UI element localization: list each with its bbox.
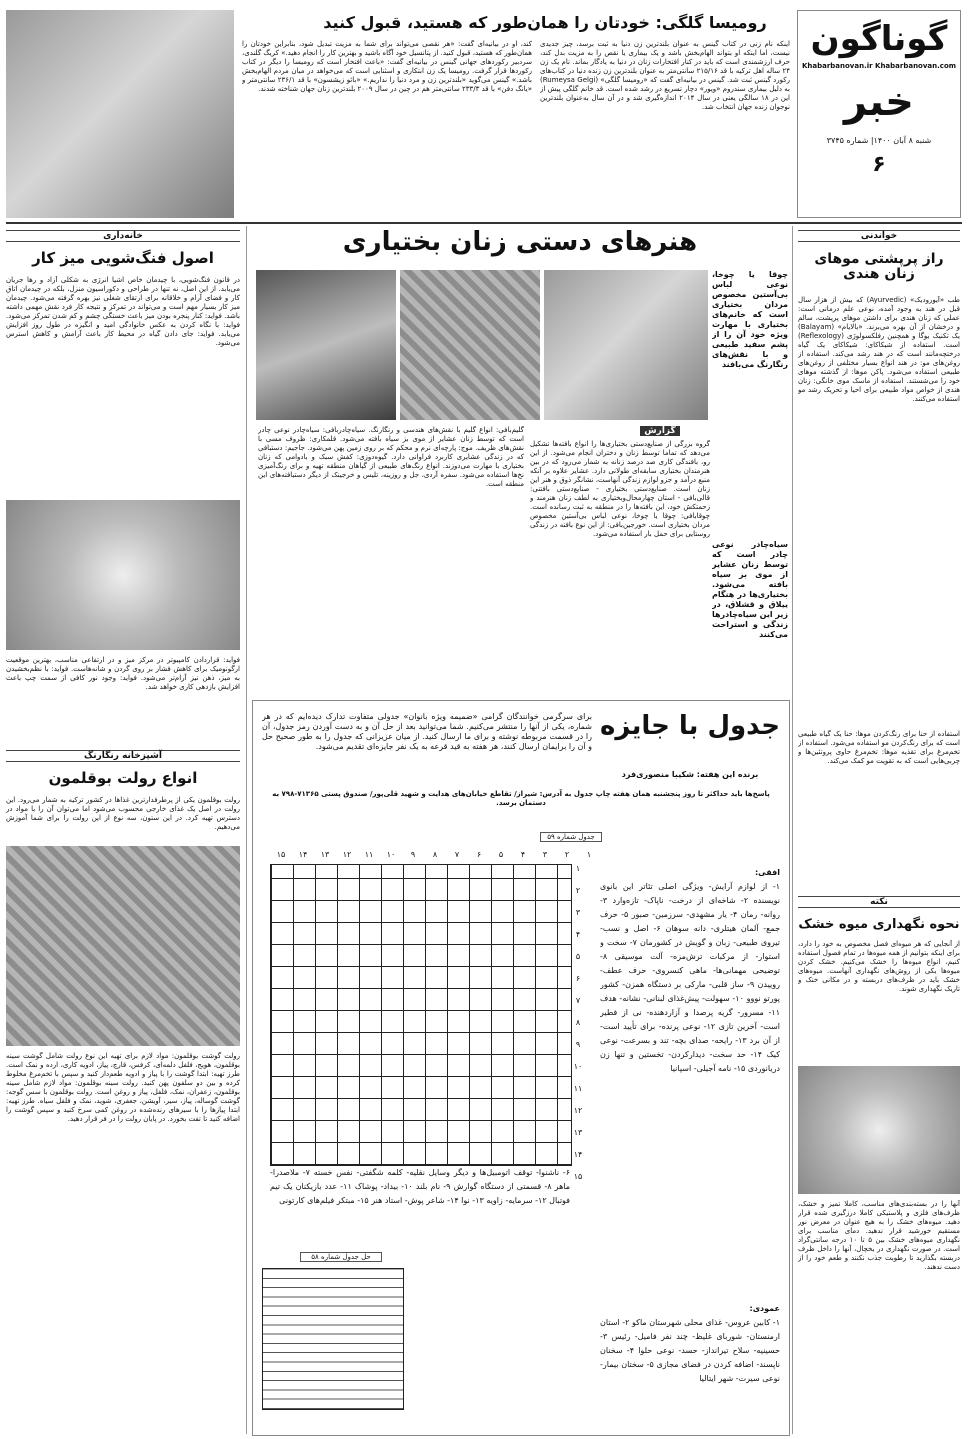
top-article-col1: اینکه نام زنی در کتاب گینس به عنوان بلندترین زن دنیا به ثبت برسد، چیز جدیدی نیست، اما اینکه او بتواند الهام‌بخش باشد و یک بیماری یا نقص را به مزیت بدل کند، حرف ارزشمندی است که باید در کنار افتخارات زنان در دنیا به یادگار بماند. نام یک زن ۲۴ ساله اهل ترکیه با قد ۲۱۵/۱۶ سانتی‌متر به عنوان بلندترین زن زنده دنیا در کتاب‌های رکورد گینس ثبت شد. گینس در بیانیه‌ای گفت که «رومیسا گلگی» (Rumeysa Gelgi) به دلیل بیماری سندروم «ویور» دچار تسریع در رشد شده است. قد خانم گلگی پیش از این در ۱۸ سالگی یعنی در سال ۲۰۱۴ اندازه‌گیری شد و در آن سال به‌عنوان بلندترین نوجوان زنده جهان انتخاب شد. xyxy=(540,40,790,111)
row-number: ۱ xyxy=(575,864,581,873)
col-number: ۱۵ xyxy=(276,850,286,859)
col-number: ۵ xyxy=(498,850,504,859)
crossword-row-numbers xyxy=(570,864,586,1194)
column-divider-left xyxy=(246,226,247,1434)
right-article-body-1b: استفاده از حنا برای رنگ‌کردن موها: حنا یک گیاه طبیعی است که برای رنگ‌کردن مو استفاده می‌شود. استفاده از تخم‌مرغ برای تقذیه موها: تخم‌مرغ حاوی پروتئین‌ها و چربی‌هایی است که به تقویت مو کمک می‌کند. xyxy=(798,730,960,765)
left-section-label-1: خانه‌داری xyxy=(6,230,240,242)
masthead-site: Khabarbanovan.ir Khabarbanovan.com xyxy=(801,62,957,71)
row-number: ۸ xyxy=(575,1018,581,1027)
col-number: ۲ xyxy=(564,850,570,859)
row-number: ۱۳ xyxy=(573,1128,583,1137)
across-clues-continued: ۶- ناشنوا- توقف اتومبیل‌ها و دیگر وسایل نقلیه- کلمه شگفتی- نفس خسته ۷- ملاصدرا- ماهر ۸- قسمتی از دستگاه گوارش ۹- نام بلند ۱۰- بیداد- پوشاک ۱۱- عدد بازیکنان یک تیم فوتبال ۱۲- سرمایه- زاویه ۱۳- نوا ۱۴- شاعر پوش- استاد هنر ۱۵- مبتکر فیلم‌های کارتونی xyxy=(270,1168,570,1205)
crossword-intro: برای سرگرمی خوانندگان گرامی «ضمیمه ویژه بانوان» جدولی متفاوت تدارک دیده‌ایم که در هر شماره، یکی از آنها را منتشر می‌کنیم. شما می‌توانید بعد از حل آن و به دست آوردن رمز جدول، آن را در قسمت مربوطه نوشته و برای ما ارسال کنید. از میان عزیزانی که جدول را به طور صحیح حل و آن را برایمان ارسال کنند، هر هفته به قید قرعه به یک نفر جایزه‌ای تقدیم می‌شود. xyxy=(262,712,592,751)
crafts-body-a: گروه بزرگی از صنایع‌دستی بختیاری‌ها را انواع بافته‌ها تشکیل می‌دهد که تماما توسط زنان و دختران انجام می‌شود. از این رو، بافندگی کاری صد درصد زنانه به شمار می‌رود که در بین هنرمندان بختیاری سابقه‌ای طولانی دارد. عشایر علاوه بر آنکه منبع درآمد و جزو لوازم زندگی آنهاست، نشانگر ذوق و هنر این زنان است. صنایع‌دستی بختیاری - صنایع‌دستی بافتنی: قالی‌بافی - استان چهارمحال‌وبختیاری به لطف زنان هنرمند و زحمتکش خود، این بافته‌ها را در منطقه به ثبت رسانده است. چوقابافی: چوقا یا چوخا، نوعی لباس بی‌آستین مخصوص مردان بختیاری است. خورجین‌بافی: از این نوع بافته در زندگی روستایی برای حمل بار استفاده می‌شود. xyxy=(530,440,710,538)
top-article-col2: کند، او در بیانیه‌ای گفت: «هر نقصی می‌تواند برای شما به مزیت تبدیل شود، بنابراین خودتان را همان‌طور که هستید، قبول کنید. از پتانسیل خود آگاه باشید و بهترین کار را انجام دهید.» کریگ گلندی، سردبیر رکوردهای جهانی گینس در بیانیه‌ای گفت: «باعث افتخار است که رومیسا را دیگر در کتاب رکوردها قرار گرفت. رومیسا یک زن ابتکاری و اسثنایی است که می‌خواهد در میان مردم الهام‌بخش باشد.» گینس می‌گوید «بلندترین زن و مرد دنیا را نداریم.» «بائو زیشسون» با قد ۲۳۶/۱ سانتی‌متر و «یانگ دفن» با قد ۲۳۳/۳ سانتی‌متر هم در چین در سال ۲۰۰۹ بلندترین زنان جهان شناخته شدند. xyxy=(242,40,532,93)
right-article-body-1: طب «آیورودیک» (Ayurvedic) که بیش از هزار سال قبل در هند به وجود آمده، نوعی علم درمانی است: عملی که زنان هندی برای داشتن موهای پرپشت، سالم و درخشان از آن بهره می‌برند. «بالایام» (Balayam) یک تکنیک یوگا و همچنین رفلکسولوژی (Reflexology) است. استفاده از شیکاکای: شیکاکای یک گیاه درختچه‌مانند است که در هند رشد می‌کند. استفاده از روغن‌های مو: در هند انواع بسیار مختلفی از روغن‌های طبیعی استفاده می‌شود. پاکن موها: از گذشته موهای خود را می‌شستند. استفاده از ماسک موی خانگی: زنان هندی از خواص مواد طبیعی برای احیا و تحریک رشد مو استفاده می‌کنند. xyxy=(798,296,960,403)
previous-solution-grid xyxy=(262,1268,404,1410)
crafts-title: هنرهای دستی زنان بختیاری xyxy=(342,227,698,257)
col-number: ۹ xyxy=(410,850,416,859)
right-article-body-3: آنها را در بسته‌بندی‌های مناسب، کاملا تمیز و خشک، ظرف‌های فلزی و پلاستیکی کاملا درزگیری شده قرار دهید. میوه‌های خشک را به هیچ عنوان در معرض نور مستقیم خورشید قرار ندهید. دمای مناسب برای نگهداری میوه‌های خشک بین ۵ تا ۱۰ درجه سانتی‌گراد است. در صورت نگهداری در یخچال، آنها را داخل ظرف دربسته بگذارید تا رطوبت جذب نکنند و طعم خود را از دست ندهند. xyxy=(798,1200,960,1271)
column-divider-right xyxy=(792,226,793,1434)
down-heading: عمودی: xyxy=(749,1304,780,1313)
col-number: ۴ xyxy=(520,850,526,859)
crossword-winner: برنده این هفته: شکیبا منصوری‌فرد xyxy=(621,770,759,779)
previous-solution-label: حل جدول شماره ۵۸ xyxy=(300,1252,382,1262)
left-article-intro-2: رولت بوقلمون یکی از پرطرفدارترین غذاها در کشور ترکیه به شمار می‌رود. این رولت در اصل یک غذای خارجی محسوب می‌شود اما می‌توان آن را با مواد در دسترس تهیه کرد. در این ستون، سه نوع از این رولت را برای شما آموزش می‌دهیم. xyxy=(6,796,240,831)
crossword-col-numbers xyxy=(270,850,600,862)
masthead-logo: خبر xyxy=(843,79,915,126)
crafts-caption-2: سیاه‌چادر نوعی چادر است که توسط زنان عشایر از موی بز سیاه بافته می‌شود. بختیاری‌ها در هنگام ییلاق و قشلاق، در زیر این سیاه‌چادرها زندگی و استراحت می‌کنند xyxy=(712,540,788,639)
col-number: ۷ xyxy=(454,850,460,859)
row-number: ۱۲ xyxy=(573,1106,583,1115)
left-article-recipes: رولت گوشت بوقلمون: مواد لازم برای تهیه این نوع رولت شامل گوشت سینه بوقلمون، هویج، فلفل دلمه‌ای، کرفس، قارچ، پیاز، ادویه کاری، ارده و نمک است. طرز تهیه: ابتدا گوشت را با پیاز و ادویه طعم‌دار کنید و سپس با تخم‌مرغ مخلوط کرده و بین دو سلفون پهن کنید. رولت سینه بوقلمون: مواد لازم شامل سینه بوقلمون، زعفران، نمک، فلفل، پیاز و روغن است. رولت بوقلمون با سس گوجه: گوشت گوساله، پیاز، سیر، آویشن، جعفری، شوید، نمک و فلفل سیاه. طرز تهیه: ابتدا پیازها را با سیرهای رنده‌شده در روغن کمی سرخ کنید و سپس گوشت را اضافه کنید تا تفت بخورد. در پایان رولت را در فر قرار دهید. xyxy=(6,1052,240,1123)
col-number: ۸ xyxy=(432,850,438,859)
masthead-date: شنبه ۸ آبان ۱۴۰۰| شماره ۳۷۴۵ xyxy=(826,136,932,146)
across-clues: ۱- از لوازم آرایش- ویژگی اصلی تئاتر این بانوی نویسنده ۲- شاخه‌ای از درخت- ناپاک- تازه‌وارد ۳- روانه- رمان ۴- یار مشهدی- سرزمین- صبور ۵- حرف جمع- آلمان هیتلری- دانه سوهان ۶- اصل و نسب- تیروی طبیعی- زبان و گویش در کشورمان ۷- سخت و استوار- از مرکبات ترش‌مزه- آلت موسیقی ۸- توضیحی مهمانی‌ها- ماهی کنسروی- حرف عطف- روییدن ۹- ساز قلبی- مارکی بر دستگاه همزن- کشور پورتو نووو ۱۰- سهولت- پیش‌غذای لبنانی- نشانه- هدف ۱۱- مسرور- گریه پرصدا و آزاردهنده- نی از فطیر است- آخرین تازی ۱۲- نوعی پرنده- برای تأیید است- از آن برد ۱۳- رایحه- صدای بچه- تند و بسرعت- نوعی کیک ۱۴- حد سخت- دیدارکردن- تخستین و تنها زن دریانوردی ۱۵- نامه آجیلی- اسپانیا xyxy=(600,882,780,1073)
right-article-body-2: از آنجایی که هر میوه‌ای فصل مخصوص به خود را دارد، برای اینکه بتوانیم از همه میوه‌ها در تمام فصول استفاده کنیم، انواع میوه‌ها را خشک می‌کنیم. خشک کردن میوه‌ها یکی از روش‌های نگهداری آنهاست. میوه‌های خشک باید در ظرف‌های دربسته و در مکانی خنک و تاریک نگهداری شوند. xyxy=(798,940,960,993)
row-number: ۳ xyxy=(575,908,581,917)
top-rule xyxy=(6,222,962,224)
masthead xyxy=(797,10,961,218)
right-article-title-2: نحوه نگهداری میوه خشک xyxy=(798,917,960,932)
row-number: ۱۴ xyxy=(573,1150,583,1159)
right-article-title-1: راز پرپشتی موهای زنان هندی xyxy=(814,251,944,283)
col-number: ۱۴ xyxy=(298,850,308,859)
right-section-label-1: خواندنی xyxy=(798,230,960,242)
col-number: ۶ xyxy=(476,850,482,859)
col-number: ۱ xyxy=(586,850,592,859)
row-number: ۶ xyxy=(575,974,581,983)
desk-photo xyxy=(6,500,240,650)
left-article-body-1: در قانون فنگ‌شویی، با چیدمان خاص اشیا انرژی به شکلی آزاد و رها جریان می‌یابد. از این اصل، نه تنها در طراحی و دکوراسیون منزل، بلکه در چیدمان اتاق کار و فضای آرام و خلاقانه برای ارتقای شغلی نیز بهره گرفته می‌شود. چیدمان میز کار بسیار مهم است و می‌تواند در تمرکز و نتیجه کار فرد نقش مهمی داشته باشد. فواید: کنار پنجره بودن میز باعث خستگی چشم و کم شدن تمرکز می‌شود. فواید: با نگاه کردن به عکس خانوادگی امید و انگیزه در طول روز افزایش می‌یابد. فواید: جای دادن گیاه در محیط کار باعث آرامش و کاهش استرس می‌شود. xyxy=(6,276,240,347)
crafts-caption-1: چوقا یا چوخا، نوعی لباس بی‌آستین مخصوص مردان بختیاری است که خانم‌های بختیاری با مهارت ویژه خود آن را از پشم سفید طبیعی و با نقش‌های رنگارنگ می‌بافند xyxy=(712,270,788,369)
page-number: ۶ xyxy=(872,152,886,178)
crafts-body-b: گلیم‌بافی: انواع گلیم با نقش‌های هندسی و رنگارنگ. سیاه‌چادربافی: سیاه‌چادر نوعی چادر است که توسط زنان عشایر از موی بز سیاه بافته می‌شود. قلمکاری: ظروف مسی با نقش‌های ظریف. موج: پارچه‌ای نرم و محکم که بر روی زمین پهن می‌شود. جاجیم: دستبافی که در زندگی عشایری کاربرد فراوانی دارد. گیوه‌دوزی: کفش سبک و بادوامی که زنان بختیاری با مهارت می‌دوزند. انواع رنگ‌های طبیعی از گیاهان منطقه تهیه و برای رنگ‌آمیزی نخ‌ها استفاده می‌شود. سفره آردی، جل و روزینه، تلیس و خرجینک از دیگر دستبافته‌های این منطقه است. xyxy=(258,426,524,488)
top-article-photo xyxy=(6,10,234,218)
col-number: ۱۱ xyxy=(364,850,374,859)
crossword-title: جدول با جایزه xyxy=(600,711,780,741)
dried-fruit-photo xyxy=(798,1066,960,1194)
col-number: ۱۰ xyxy=(386,850,396,859)
down-clues: ۱- کابین عروس- غذای محلی شهرستان ماکو ۲- استان ارمنستان- شوربای غلیظ- چند نفر فامیل- رئیس ۳- حسینیه- سلاح تیرانداز- حسد- نوعی حلوا ۴- سخنان ناپسند- اضافه کردن در فضای مجازی ۵- سختان بیمار- نوعی سیرت- شهر ایتالیا xyxy=(600,1318,780,1383)
left-section-label-2: آشپزخانه رنگارنگ xyxy=(6,750,240,762)
turkey-roll-photo xyxy=(6,846,240,1046)
row-number: ۱۱ xyxy=(573,1084,583,1093)
crafts-photo-shoe xyxy=(256,270,396,420)
crossword-number-label: جدول شماره ۵۹ xyxy=(540,832,602,842)
left-article-body-2: فواید: قراردادن کامپیوتر در مرکز میز و در ارتفاعی مناسب، بهترین موقعیت ارگونومیک برای کاهش فشار بر روی گردن و شانه‌هاست. فواید: با نظم‌بخشیدن به میز، ذهن نیز آرام‌تر می‌شود. فواید: وجود نور کافی از سمت چپ باعث افزایش بازدهی کاری خواهد شد. xyxy=(6,656,240,691)
row-number: ۱۰ xyxy=(573,1062,583,1071)
masthead-title: گوناگون xyxy=(810,19,948,59)
top-article-title: رومیسا گلگی: خودتان را همان‌طور که هستید، قبول کنید xyxy=(323,13,767,32)
row-number: ۹ xyxy=(575,1040,581,1049)
left-article-title-2: انواع رولت بوقلمون xyxy=(48,769,198,787)
row-number: ۴ xyxy=(575,930,581,939)
across-heading: افقی: xyxy=(754,868,780,877)
right-section-label-2: نکته xyxy=(798,896,960,908)
col-number: ۱۲ xyxy=(342,850,352,859)
row-number: ۲ xyxy=(575,886,581,895)
crafts-photo-chuqa xyxy=(544,270,708,420)
report-label: گزارش xyxy=(640,426,680,436)
row-number: ۷ xyxy=(575,996,581,1005)
row-number: ۱۵ xyxy=(573,1172,583,1181)
left-article-title-1: اصول فنگ‌شویی میز کار xyxy=(32,249,214,267)
row-number: ۵ xyxy=(575,952,581,961)
crossword-grid[interactable] xyxy=(270,864,572,1166)
col-number: ۳ xyxy=(542,850,548,859)
crafts-photo-carpet xyxy=(400,270,540,420)
crossword-instructions: پاسخ‌ها باید حداکثر تا روز پنجشنبه همان هفته چاپ جدول به آدرس: شیراز/ تقاطع خیابان‌های هدایت و شهید قلی‌پور/ صندوق پستی ۷۱۳۶۵-۷۹۸ به دستمان برسد. xyxy=(272,790,770,807)
col-number: ۱۳ xyxy=(320,850,330,859)
